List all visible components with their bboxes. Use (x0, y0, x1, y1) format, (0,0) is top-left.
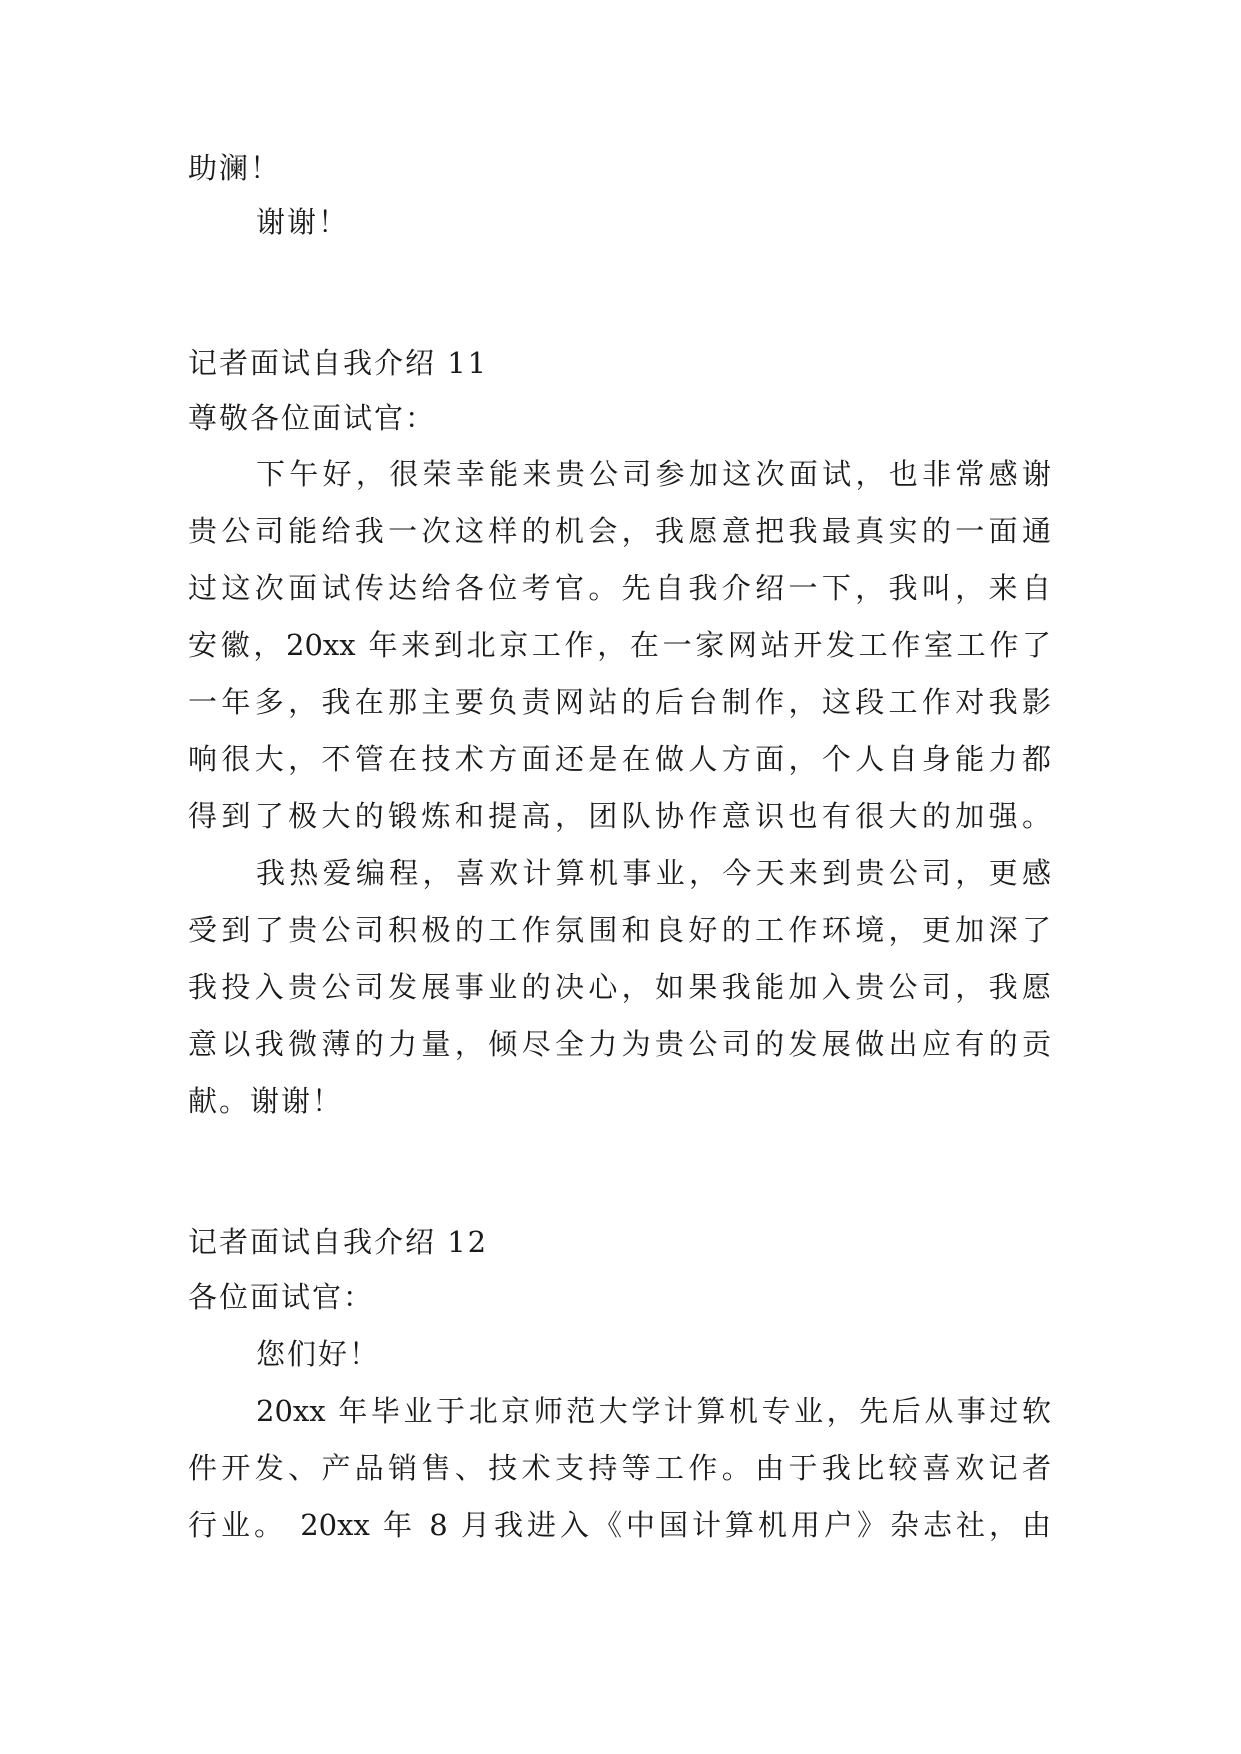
paragraph-line: 下午好，很荣幸能来贵公司参加这次面试，也非常感谢 (256, 457, 1051, 491)
paragraph-line: 我热爱编程，喜欢计算机事业，今天来到贵公司，更感 (256, 856, 1051, 890)
paragraph-line: 20xx 年毕业于北京师范大学计算机专业，先后从事过软 (256, 1394, 1051, 1428)
section-heading: 记者面试自我介绍 11 (188, 346, 489, 380)
paragraph-line: 件开发、产品销售、技术支持等工作。由于我比较喜欢记者 (188, 1451, 1051, 1485)
paragraph-line: 意以我微薄的力量，倾尽全力为贵公司的发展做出应有的贡 (188, 1027, 1051, 1061)
paragraph-line: 安徽，20xx 年来到北京工作，在一家网站开发工作室工作了 (188, 628, 1051, 662)
paragraph-line: 谢谢！ (256, 205, 350, 239)
paragraph-line: 助澜！ (188, 151, 282, 185)
paragraph-line: 过这次面试传达给各位考官。先自我介绍一下，我叫，来自 (188, 571, 1051, 605)
paragraph-line: 贵公司能给我一次这样的机会，我愿意把我最真实的一面通 (188, 514, 1051, 548)
salutation: 尊敬各位面试官： (188, 401, 437, 435)
salutation: 各位面试官： (188, 1280, 375, 1314)
paragraph-line: 响很大，不管在技术方面还是在做人方面，个人自身能力都 (188, 742, 1051, 776)
section-heading: 记者面试自我介绍 12 (188, 1225, 489, 1259)
paragraph-line: 献。谢谢！ (188, 1084, 344, 1118)
paragraph-line: 行业。 20xx 年 8 月我进入《中国计算机用户》杂志社，由 (188, 1508, 1051, 1542)
paragraph-line: 得到了极大的锻炼和提高，团队协作意识也有很大的加强。 (188, 799, 1051, 833)
paragraph-line: 您们好！ (256, 1337, 381, 1371)
paragraph-line: 我投入贵公司发展事业的决心，如果我能加入贵公司，我愿 (188, 970, 1051, 1004)
paragraph-line: 一年多，我在那主要负责网站的后台制作，这段工作对我影 (188, 685, 1051, 719)
paragraph-line: 受到了贵公司积极的工作氛围和良好的工作环境，更加深了 (188, 913, 1051, 947)
